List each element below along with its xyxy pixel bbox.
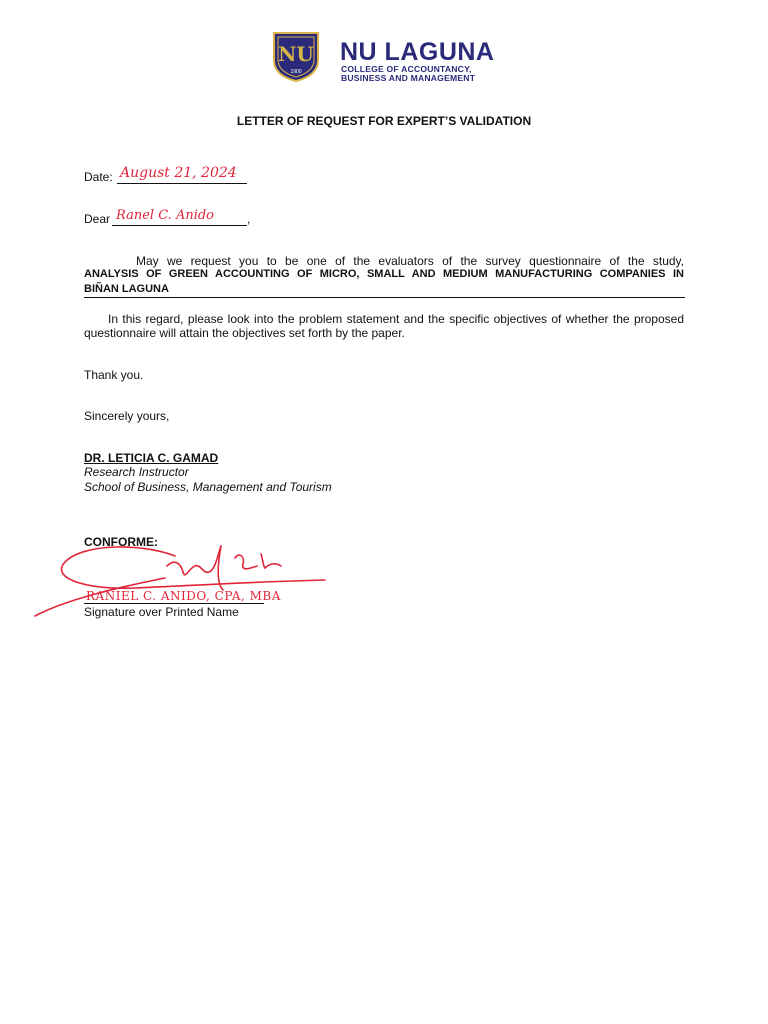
study-title-line2: BIÑAN LAGUNA: [84, 283, 169, 295]
study-title-line1: ANALYSIS OF GREEN ACCOUNTING OF MICRO, SMALL AND MEDIUM MANUFACTURING COMPANIES IN: [84, 268, 684, 280]
paragraph-2-line1: In this regard, please look into the problem statement and the specific objectives of whether the proposed: [108, 312, 684, 326]
svg-text:NU: NU: [278, 42, 314, 66]
nu-crest-logo: [268, 30, 324, 82]
paragraph-1: May we request you to be one of the evaluators of the survey questionnaire of the study,: [136, 254, 684, 268]
letter-title: LETTER OF REQUEST FOR EXPERT’S VALIDATION: [236, 114, 532, 128]
conforme-printed-name: RANIEL C. ANIDO, CPA, MBA: [86, 589, 281, 603]
conforme-label: CONFORME:: [84, 535, 158, 549]
study-title-rule: [84, 297, 685, 298]
dear-comma: ,: [247, 212, 251, 226]
paragraph-2-line2: questionnaire will attain the objectives set forth by the paper.: [84, 326, 405, 340]
thank-you: Thank you.: [84, 368, 144, 382]
dear-handwritten: Ranel C. Anido: [116, 208, 215, 223]
signatory-title: Research Instructor: [84, 465, 189, 479]
date-label: Date:: [84, 170, 113, 184]
signature-caption: Signature over Printed Name: [84, 605, 239, 619]
brand-subtitle-line1: COLLEGE OF ACCOUNTANCY,: [341, 64, 472, 74]
dear-label: Dear: [84, 212, 111, 226]
brand-name: NU LAGUNA: [340, 38, 495, 66]
signatory-name: DR. LETICIA C. GAMAD: [84, 451, 219, 465]
closing: Sincerely yours,: [84, 409, 170, 423]
brand-subtitle-line2: BUSINESS AND MANAGEMENT: [341, 73, 476, 83]
handwritten-signature: [25, 538, 335, 624]
date-handwritten: August 21, 2024: [120, 165, 237, 181]
date-underline: [117, 183, 247, 184]
svg-text:1900: 1900: [290, 69, 302, 75]
dear-underline: [112, 225, 247, 226]
signatory-school: School of Business, Management and Tourism: [84, 480, 332, 494]
